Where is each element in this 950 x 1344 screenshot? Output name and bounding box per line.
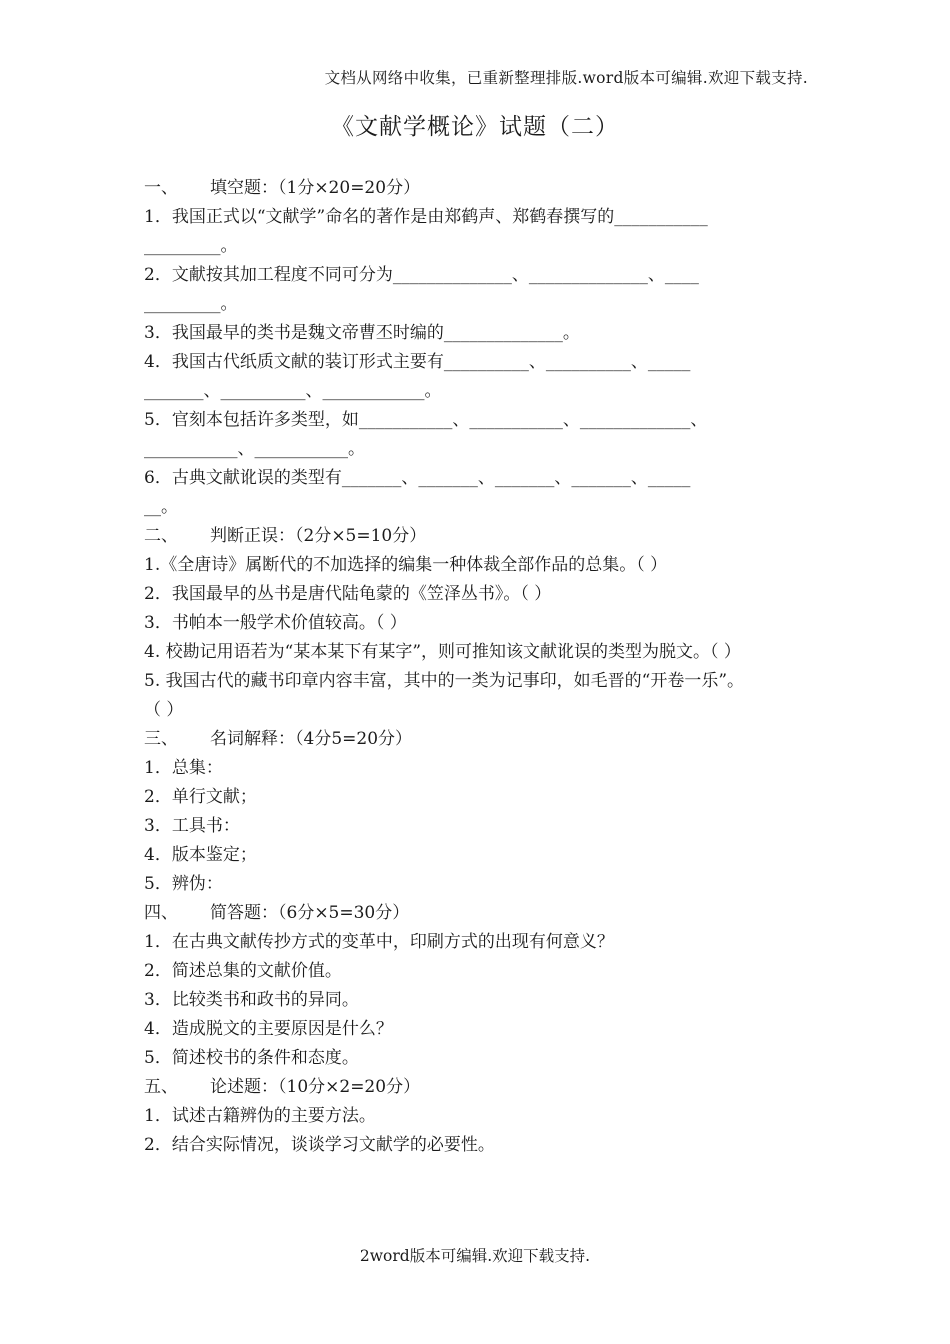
- question-line: （ ）: [144, 700, 184, 720]
- question-line: 1．总集：: [144, 758, 223, 778]
- section-heading-fill-in: [144, 174, 808, 203]
- section-number: 二、: [144, 526, 178, 546]
- question-line: 3．工具书：: [144, 816, 240, 836]
- question-line: 5．简述校书的条件和态度。: [144, 1048, 359, 1068]
- section-number: 四、: [144, 903, 178, 923]
- question-line: 5．辨伪：: [144, 874, 223, 894]
- question-line: 1．我国正式以“文献学”命名的著作是由郑鹤声、郑鹤春撰写的___________: [144, 207, 708, 227]
- exam-content: [144, 174, 808, 1160]
- question-line: 1．试述古籍辨伪的主要方法。: [144, 1106, 376, 1126]
- question-line: 2．结合实际情况，谈谈学习文献学的必要性。: [144, 1135, 495, 1155]
- section-title: 简答题：（6分×5=30分）: [210, 903, 410, 923]
- footer-note: 2word版本可编辑.欢迎下载支持.: [359, 1247, 591, 1265]
- question-line: 5．官刻本包括许多类型，如___________、___________、_____________、: [144, 410, 708, 430]
- question-line: 5. 我国古代的藏书印章内容丰富，其中的一类为记事印，如毛晋的“开卷一乐”。: [144, 671, 745, 691]
- section-number: 一、: [144, 178, 178, 198]
- question-line: 4．造成脱文的主要原因是什么？: [144, 1019, 393, 1039]
- question-line: 3．我国最早的类书是魏文帝曹丕时编的______________。: [144, 323, 580, 343]
- section-title: 论述题：（10分×2=20分）: [210, 1077, 421, 1097]
- section-title: 判断正误：（2分×5=10分）: [210, 526, 427, 546]
- section-heading-short-answer: [144, 899, 808, 928]
- question-line: 4. 校勘记用语若为“某本某下有某字”，则可推知该文献讹误的类型为脱文。（ ）: [144, 642, 741, 662]
- question-line: _________。: [144, 236, 238, 256]
- section-title: 名词解释：（4分5=20分）: [210, 729, 413, 749]
- document-title: 《文献学概论》试题（二）: [331, 114, 619, 140]
- question-line: 1.《全唐诗》属断代的不加选择的编集一种体裁全部作品的总集。（ ）: [144, 555, 668, 575]
- question-line: 4．版本鉴定；: [144, 845, 257, 865]
- section-heading-essay: [144, 1073, 808, 1102]
- question-line: 6．古典文献讹误的类型有_______、_______、_______、_______、_____: [144, 468, 691, 488]
- question-line: 3．书帕本一般学术价值较高。（ ）: [144, 613, 407, 633]
- section-number: 五、: [144, 1077, 178, 1097]
- question-line: 2．我国最早的丛书是唐代陆龟蒙的《笠泽丛书》。（ ）: [144, 584, 552, 604]
- section-title: 填空题：（1分×20=20分）: [210, 178, 421, 198]
- question-line: _________。: [144, 294, 238, 314]
- question-line: 2．简述总集的文献价值。: [144, 961, 342, 981]
- question-line: 3．比较类书和政书的异同。: [144, 990, 359, 1010]
- question-line: ___________、___________。: [144, 439, 365, 459]
- section-heading-definitions: [144, 725, 808, 754]
- question-line: 1．在古典文献传抄方式的变革中，印刷方式的出现有何意义？: [144, 932, 614, 952]
- section-number: 三、: [144, 729, 178, 749]
- section-heading-true-false: [144, 522, 808, 551]
- question-line: 2．单行文献；: [144, 787, 257, 807]
- question-line: _______、__________、____________。: [144, 381, 442, 401]
- header-note: 文档从网络中收集，已重新整理排版.word版本可编辑.欢迎下载支持.: [324, 69, 808, 87]
- question-line: __。: [144, 497, 178, 517]
- question-line: 4．我国古代纸质文献的装订形式主要有__________、__________、_____: [144, 352, 691, 372]
- question-line: 2．文献按其加工程度不同可分为______________、______________、____: [144, 265, 699, 285]
